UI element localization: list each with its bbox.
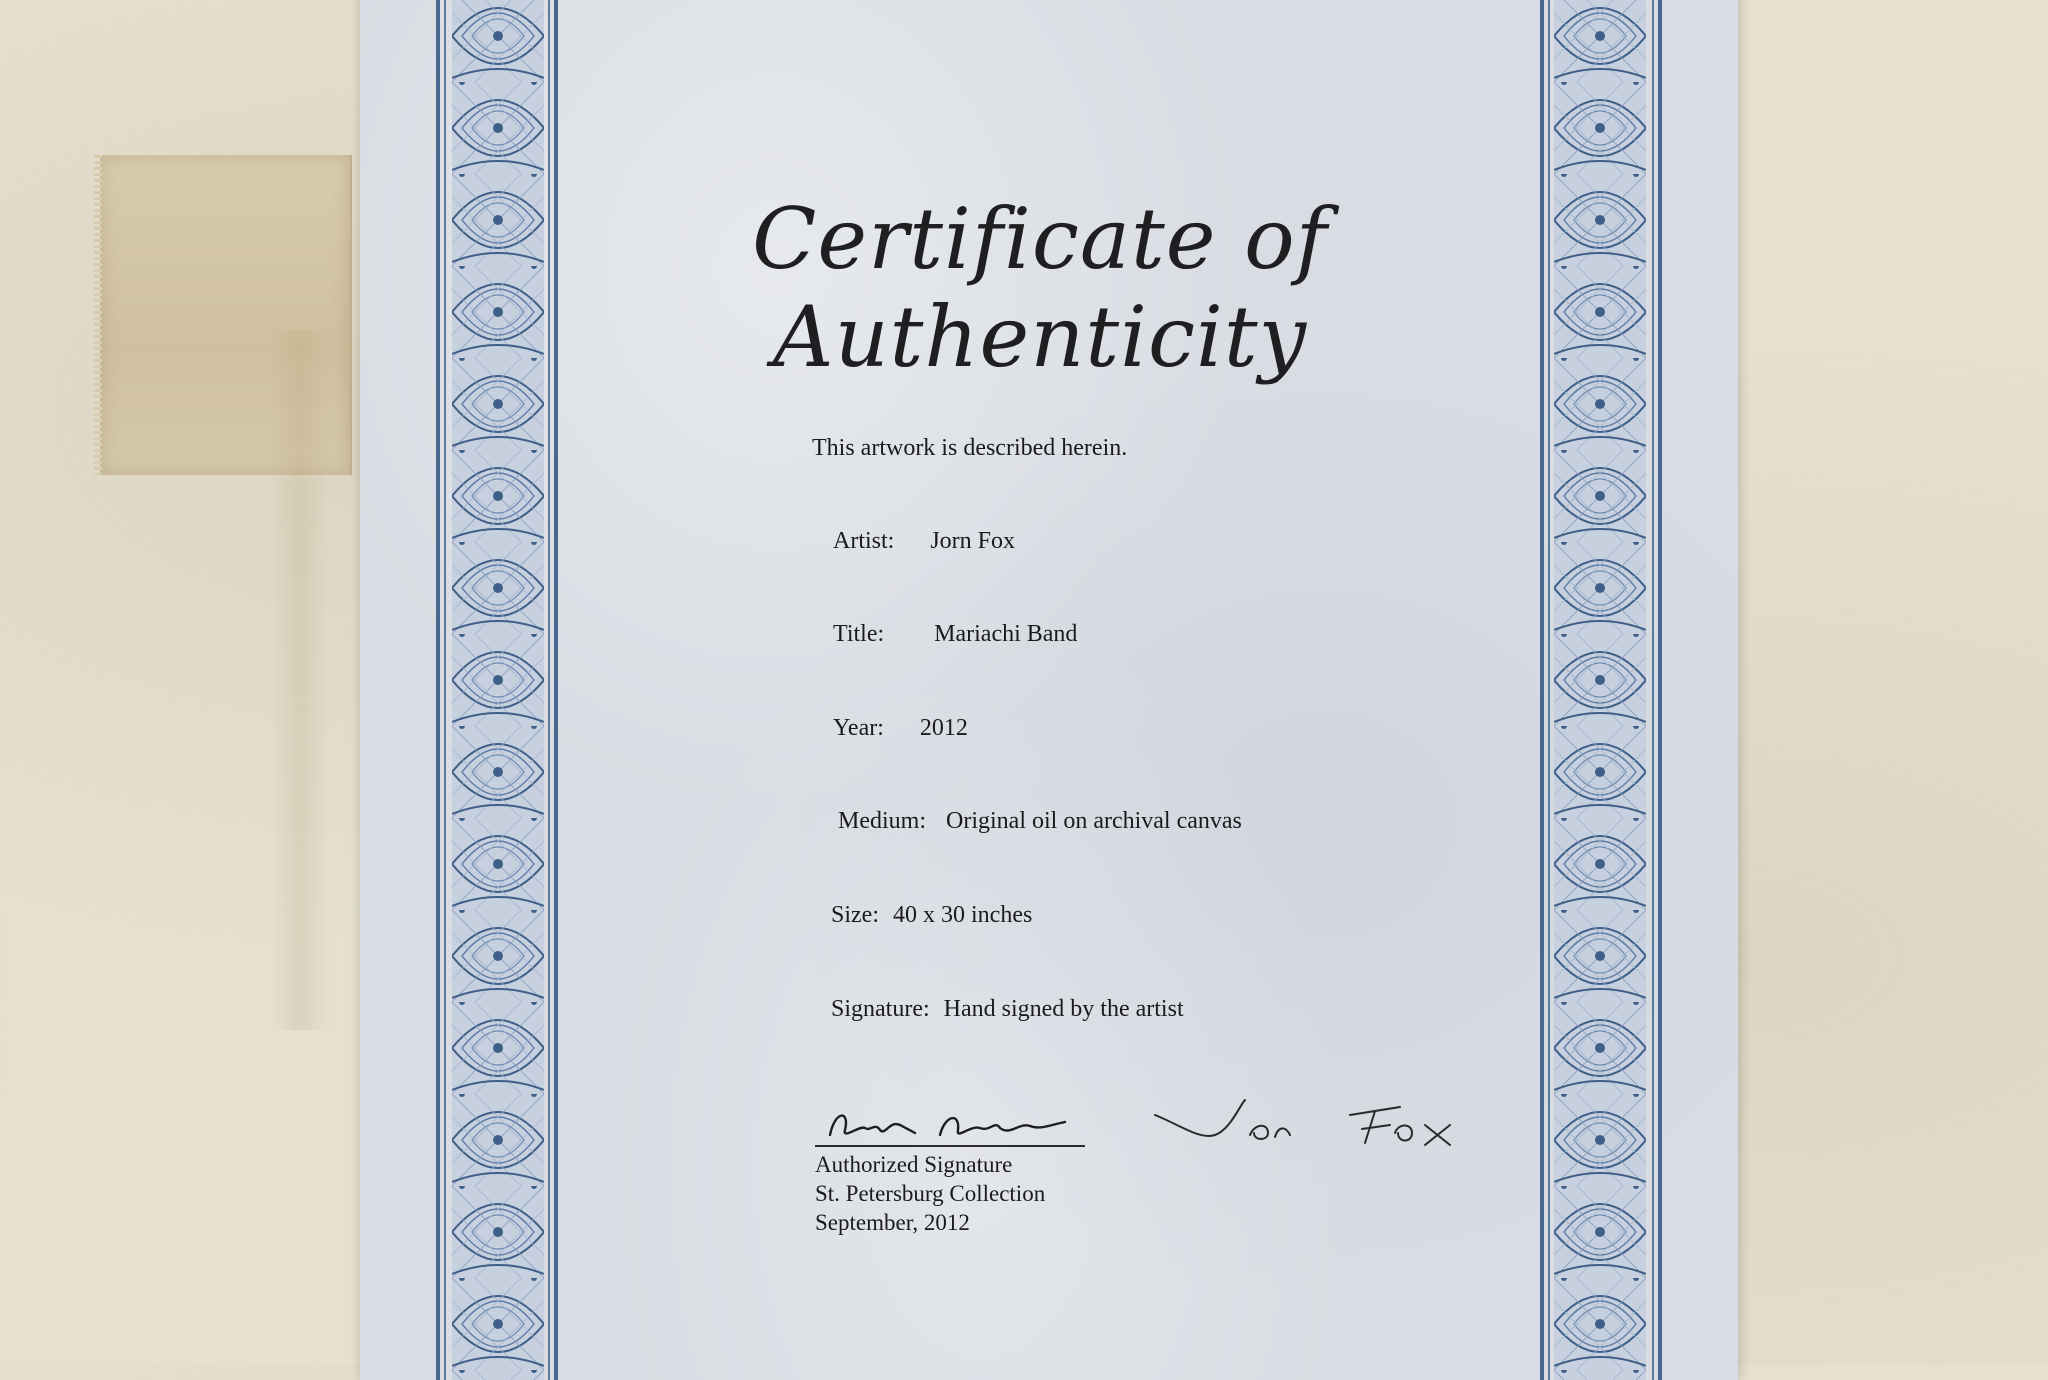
authorized-signature-scribble [820,1100,1090,1150]
authorized-line-2: St. Petersburg Collection [815,1181,1046,1206]
certificate-content [360,0,1738,1380]
certificate-paper [360,0,1738,1380]
field-value: Mariachi Band [934,621,1078,647]
field-value: Hand signed by the artist [943,996,1184,1022]
field-label: Size: [831,902,879,928]
field-label: Signature: [831,996,930,1022]
field-label: Medium: [838,808,926,834]
field-artist [833,528,1015,555]
intro-text: This artwork is described herein. [812,435,1128,461]
field-value: Jorn Fox [930,528,1016,554]
authorized-signature-block [815,1150,1045,1237]
field-signature [831,996,1184,1023]
artist-signature-scribble [1150,1085,1550,1165]
field-year [833,715,968,742]
field-value: 40 x 30 inches [893,902,1033,928]
field-size [831,902,1032,929]
authorized-line-1: Authorized Signature [815,1152,1013,1177]
field-label: Artist: [833,528,895,554]
field-label: Title: [833,621,885,647]
field-label: Year: [833,715,884,741]
field-medium [838,808,1242,835]
field-value: 2012 [919,715,968,741]
authorized-line-3: September, 2012 [815,1210,970,1235]
field-title [833,621,1077,648]
certificate-title: Certificate of Authenticity [752,190,1328,386]
canvas-stain [270,330,330,1030]
field-value: Original oil on archival canvas [946,808,1242,834]
signature-line [815,1145,1085,1147]
